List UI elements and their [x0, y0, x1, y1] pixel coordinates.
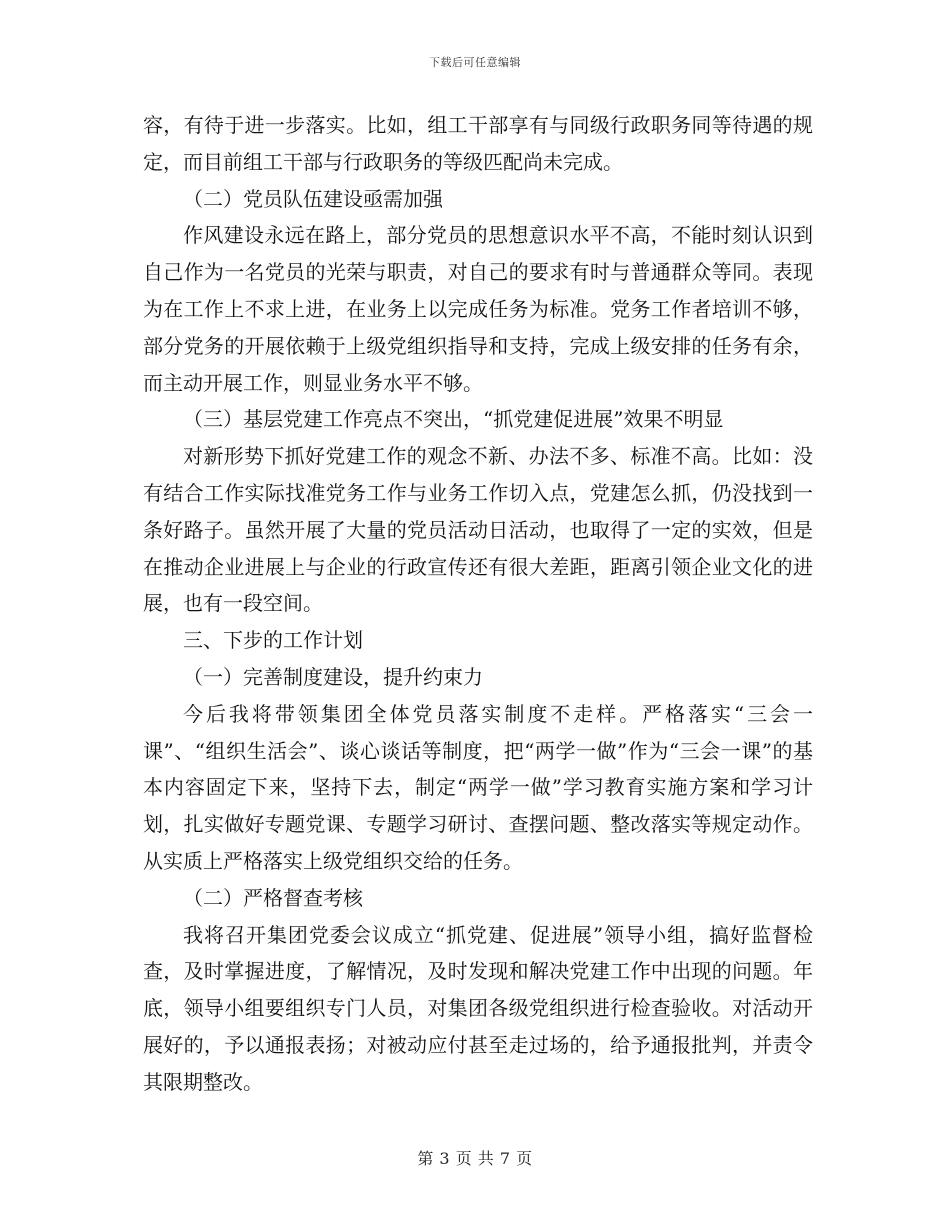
subsection-heading-supervision: （二）严格督查考核 — [183, 885, 363, 910]
paragraph-grassroots: 对新形势下抓好党建工作的观念不新、办法不多、标准不高。比如：没有结合工作实际找准党务工作与业务工作切入点，党建怎么抓，仍没找到一条好路子。虽然开展了大量的党员活动日活动，也取得了一定的实效，但是在推动企业进展上与企业的行政宣传还有很大差距，距离引领企业文化的进展，也有一段空间。 — [143, 444, 813, 616]
paragraph-continued: 容，有待于进一步落实。比如，组工干部享有与同级行政职务同等待遇的规定，而目前组工干部与行政职务的等级匹配尚未完成。 — [143, 113, 813, 174]
section-heading-party-team: （二）党员队伍建设亟需加强 — [183, 186, 443, 211]
section-heading-work-plan: 三、下步的工作计划 — [183, 628, 363, 653]
paragraph-party-team: 作风建设永远在路上，部分党员的思想意识水平不高，不能时刻认识到自己作为一名党员的光荣与职责，对自己的要求有时与普通群众等同。表现为在工作上不求上进，在业务上以完成任务为标准。党务工作者培训不够，部分党务的开展依赖于上级党组织指导和支持，完成上级安排的任务有余，而主动开展工作，则显业务水平不够。 — [143, 223, 813, 395]
section-heading-grassroots: （三）基层党建工作亮点不突出，“抓党建促进展”效果不明显 — [183, 407, 724, 432]
paragraph-supervision: 我将召开集团党委会议成立“抓党建、促进展”领导小组，搞好监督检查，及时掌握进度，了解情况，及时发现和解决党建工作中出现的问题。年底，领导小组要组织专门人员，对集团各级党组织进行检查验收。对活动开展好的，予以通报表扬；对被动应付甚至走过场的，给予通报批判，并责令其限期整改。 — [143, 922, 813, 1094]
page-number-footer: 第 3 页 共 7 页 — [417, 1149, 533, 1168]
document-body — [143, 107, 813, 1101]
paragraph-system-building: 今后我将带领集团全体党员落实制度不走样。严格落实“三会一课”、“组织生活会”、谈心谈话等制度，把“两学一做”作为“三会一课”的基本内容固定下来，坚持下去，制定“两学一做”学习教育实施方案和学习计划，扎实做好专题党课、专题学习研讨、查摆问题、整改落实等规定动作。从实质上严格落实上级党组织交给的任务。 — [143, 701, 813, 873]
subsection-heading-system-building: （一）完善制度建设，提升约束力 — [183, 664, 483, 689]
page-header: 下载后可任意编辑 — [429, 56, 521, 69]
